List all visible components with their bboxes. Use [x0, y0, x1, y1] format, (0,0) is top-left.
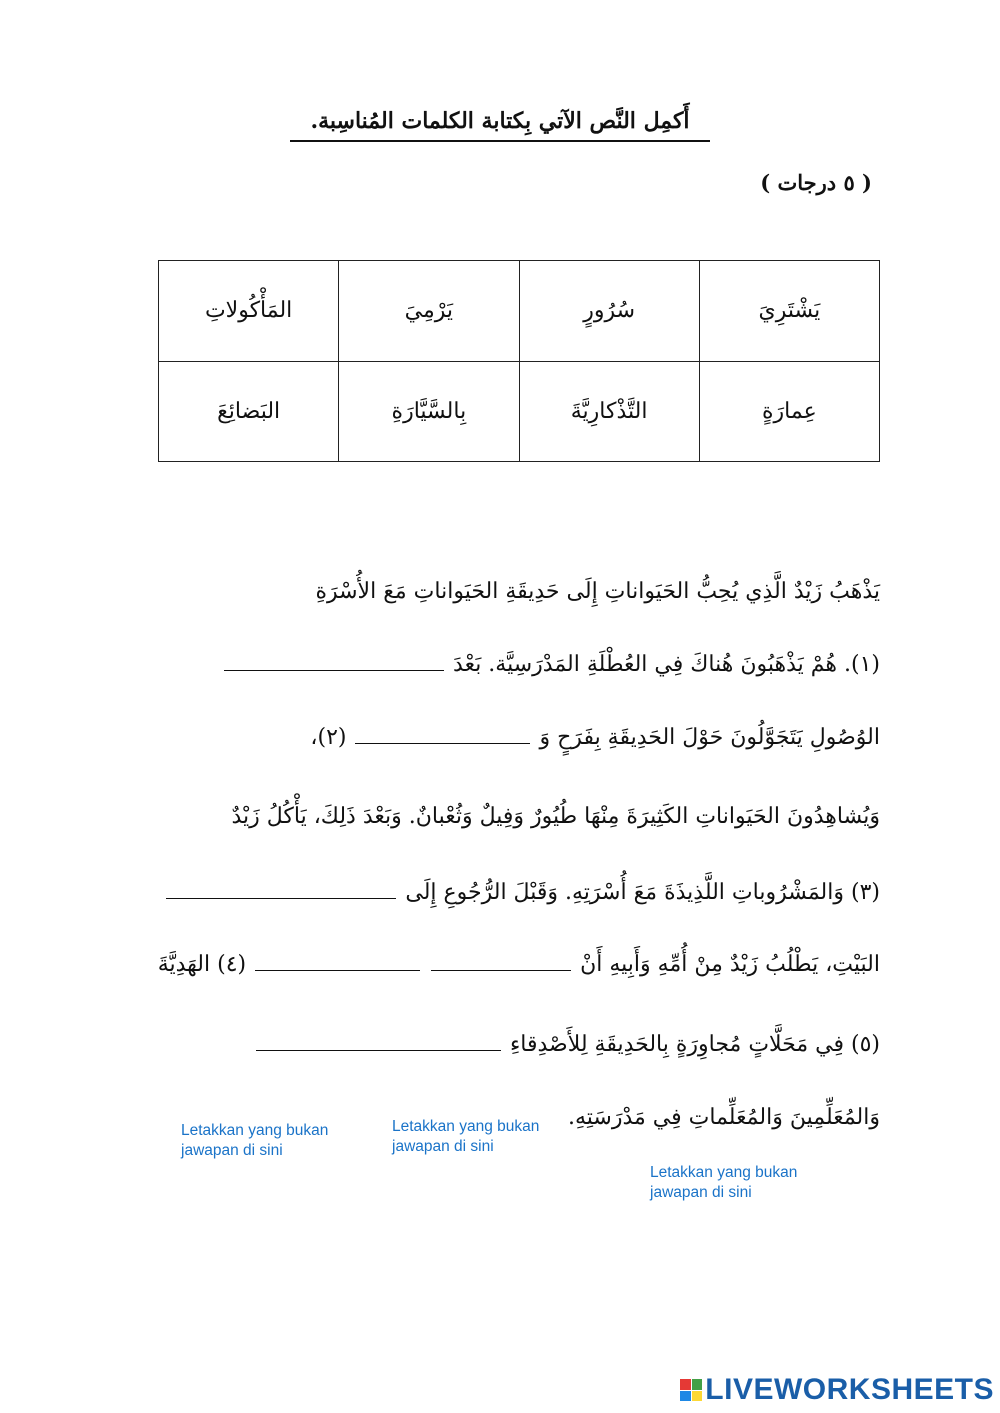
liveworksheets-logo	[680, 1373, 994, 1407]
logo-text: LIVEWORKSHEETS	[705, 1373, 994, 1406]
passage-text: يَذْهَبُ زَيْدٌ الَّذِي يُحِبُّ الحَيَواناتِ إِلَى حَدِيقَةِ الحَيَواناتِ مَعَ الأُسْرَةِ	[315, 579, 880, 604]
drop-zone-3[interactable]: Letakkan yang bukan jawapan di sini	[650, 1164, 798, 1201]
passage-text: الوُصُولِ يَتَجَوَّلُونَ حَوْلَ الحَدِيقَةِ بِفَرَحٍ وَ	[539, 725, 880, 750]
passage-text: (٤) الهَدِيَّةَ	[157, 952, 247, 977]
drop-zone-2[interactable]: Letakkan yang bukan jawapan di sini	[392, 1118, 540, 1155]
passage-text: وَالمُعَلِّمِينَ وَالمُعَلِّماتِ فِي مَدْرَسَتِهِ.	[568, 1105, 880, 1130]
word-bank-cell[interactable]: التَّذْكارِيَّةَ	[519, 361, 699, 462]
passage-line-7	[158, 1025, 880, 1065]
passage-text: (٥) فِي مَحَلَّاتٍ مُجاوِرَةٍ بِالحَدِيقَةِ لِلأَصْدِقاءِ	[509, 1032, 880, 1057]
marks-label: ( ٥ درجات )	[760, 170, 872, 195]
passage-line-6	[158, 945, 880, 985]
word-bank-cell[interactable]: يَشْتَرِيَ	[699, 261, 879, 362]
passage-text: (٣) وَالمَشْرُوباتِ اللَّذِيذَةَ مَعَ أُسْرَتِهِ. وَقَبْلَ الرُّجُوعِ إِلَى	[405, 880, 880, 905]
answer-blank-3[interactable]	[166, 876, 396, 899]
answer-blank-4a[interactable]	[431, 948, 571, 971]
answer-blank-1[interactable]	[224, 648, 444, 671]
passage-line-4	[158, 797, 880, 837]
instruction-title: أَكمِل النَّص الآتي بِكتابة الكلمات المُناسِبة.	[290, 108, 710, 142]
word-bank-table	[158, 260, 880, 462]
passage-line-1	[158, 572, 880, 612]
passage-text: البَيْتِ، يَطْلُبُ زَيْدٌ مِنْ أُمِّهِ وَأَبِيهِ أَنْ	[580, 952, 880, 977]
drop-zone-1[interactable]: Letakkan yang bukan jawapan di sini	[181, 1122, 329, 1159]
word-bank-cell[interactable]: المَأْكُولاتِ	[159, 261, 339, 362]
word-bank-row	[159, 361, 880, 462]
word-bank-cell[interactable]: البَضائِعَ	[159, 361, 339, 462]
answer-blank-2[interactable]	[355, 721, 530, 744]
passage-text: وَيُشاهِدُونَ الحَيَواناتِ الكَثِيرَةَ مِنْهَا طُيُورٌ وَفِيلٌ وَثُعْبانٌ. وَبَعْدَ ذَلِكَ، يَأْكُلُ زَيْدٌ	[231, 804, 880, 829]
word-bank-cell[interactable]: عِمارَةٍ	[699, 361, 879, 462]
answer-blank-5[interactable]	[256, 1028, 501, 1051]
passage-line-5	[158, 873, 880, 913]
word-bank-row	[159, 261, 880, 362]
answer-blank-4b[interactable]	[255, 948, 420, 971]
word-bank-cell[interactable]: سُرُورٍ	[519, 261, 699, 362]
passage-text: (١). هُمْ يَذْهَبُونَ هُناكَ فِي العُطْلَةِ المَدْرَسِيَّة. بَعْدَ	[453, 652, 880, 677]
word-bank-cell[interactable]: يَرْمِيَ	[339, 261, 519, 362]
passage-text: (٢)،	[310, 725, 347, 750]
passage-line-3	[158, 718, 880, 758]
passage-line-2	[158, 645, 880, 685]
logo-icon	[680, 1379, 702, 1401]
word-bank-cell[interactable]: بِالسَّيَّارَةِ	[339, 361, 519, 462]
